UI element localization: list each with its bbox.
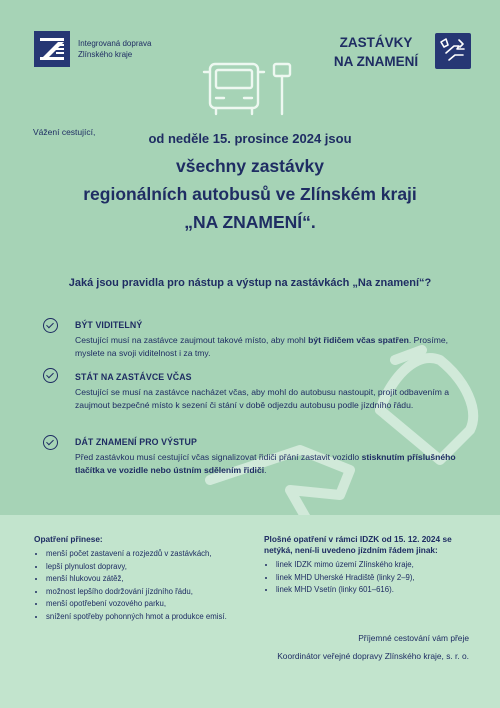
list-item: • menší opotřebení vozového parku, [46, 598, 264, 611]
scope-title: Plošné opatření v rámci IDZK od 15. 12. 2024 se netýká, není-li uvedeno jízdním řádem jinak: [264, 534, 452, 555]
list-item: • linek MHD Vsetín (linky 601–616). [276, 584, 479, 597]
rule-title: DÁT ZNAMENÍ PRO VÝSTUP [75, 437, 197, 447]
org-name: Integrovaná doprava Zlínského kraje [78, 39, 152, 59]
rule-signal [75, 437, 465, 477]
list-item: • menší počet zastavení a rozjezdů v zastávkách, [46, 548, 264, 561]
zlin-logo-icon [34, 31, 70, 67]
greeting: Vážení cestující, [33, 127, 96, 137]
signoff: Příjemné cestování vám přeje Koordinátor veřejné dopravy Zlínského kraje, s. r. o. [277, 633, 469, 661]
rule-title: BÝT VIDITELNÝ [75, 320, 143, 330]
rule-title: STÁT NA ZASTÁVCE VČAS [75, 372, 192, 382]
badge-title: ZASTÁVKY NA ZNAMENÍ [333, 35, 419, 69]
bus-stop-icon [196, 56, 306, 118]
benefits-list [34, 548, 264, 623]
list-item: • snížení spotřeby pohonných hmot a produkce emisí. [46, 611, 264, 624]
rule-text: Cestující se musí na zastávce nacházet včas, aby mohl do autobusu nastoupit, projít odbavením a zaujmout bezpečné místo k sezení či stání v době odjezdu autobusu podle jízdního řádu. [75, 387, 450, 410]
scope-list [264, 559, 479, 597]
rule-text: Cestující musí na zastávce zaujmout takové místo, aby mohl být řidičem včas spatřen. Prosíme, myslete na svoji viditelnost i za tmy. [75, 335, 449, 358]
hero-headline: všechny zastávky regionálních autobusů ve Zlínském kraji „NA ZNAMENÍ“. [83, 156, 417, 232]
list-item: • linek IDZK mimo území Zlínského kraje, [276, 559, 479, 572]
check-icon [43, 435, 58, 450]
benefits-title: Opatření přinese: [34, 534, 103, 544]
rule-on-time [75, 372, 465, 412]
list-item: • lepší plynulost dopravy, [46, 561, 264, 574]
hero-date-line: od neděle 15. prosince 2024 jsou [148, 131, 352, 146]
check-icon [43, 318, 58, 333]
rule-visible [75, 320, 465, 360]
list-item: • možnost lepšího dodržování jízdního řádu, [46, 586, 264, 599]
rules-question: Jaká jsou pravidla pro nástup a výstup na zastávkách „Na znamení“? [68, 277, 432, 289]
list-item: • menší hlukovou zátěž, [46, 573, 264, 586]
benefits-section [34, 534, 264, 623]
list-item: • linek MHD Uherské Hradiště (linky 2–9), [276, 572, 479, 585]
hand-press-icon [435, 33, 471, 69]
check-icon [43, 368, 58, 383]
scope-section [264, 534, 479, 597]
rule-text: Před zastávkou musí cestující včas signalizovat řidiči přání zastavit vozidlo stisknutím příslušného tlačítka ve vozidle nebo ústním sdělením řidiči. [75, 452, 456, 475]
